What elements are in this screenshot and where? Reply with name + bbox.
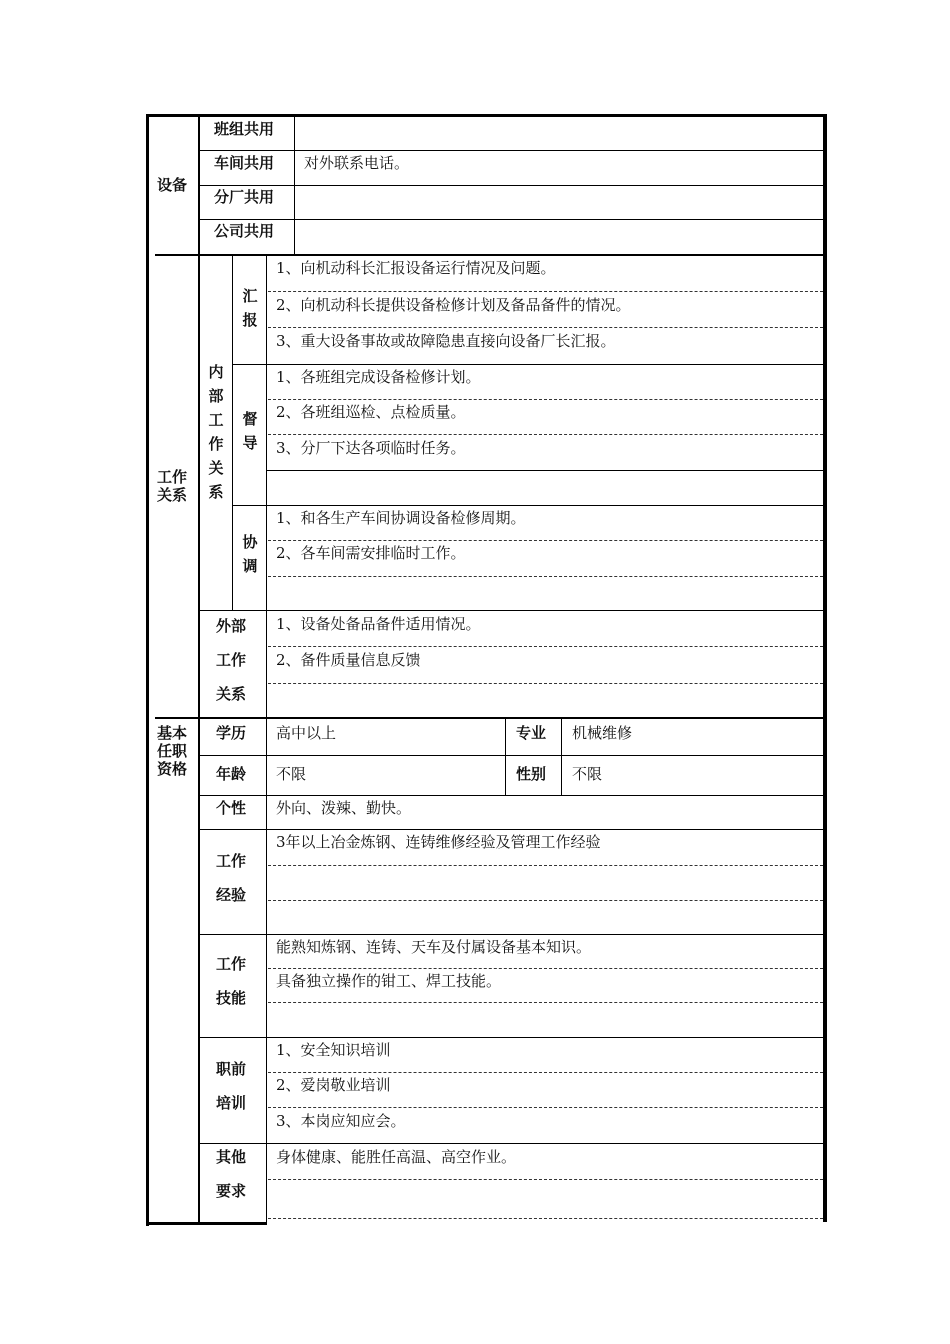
table-border-top — [146, 114, 826, 117]
external-item-2: 2、备件质量信息反馈 — [276, 651, 421, 669]
coordinate-item-2: 2、各车间需安排临时工作。 — [276, 544, 466, 562]
skills-item-2: 具备独立操作的钳工、焊工技能。 — [276, 972, 502, 990]
report-item-2: 2、向机动科长提供设备检修计划及备品备件的情况。 — [276, 296, 631, 314]
education-label: 学历 — [216, 724, 247, 742]
personality-value: 外向、泼辣、勤快。 — [276, 799, 412, 817]
work-relations-title-line1: 工作 — [157, 468, 188, 486]
supervise-item-1: 1、各班组完成设备检修计划。 — [276, 368, 481, 386]
training-label-line1: 职前 — [216, 1060, 247, 1078]
experience-value: 3年以上冶金炼钢、连铸维修经验及管理工作经验 — [276, 833, 601, 851]
supervise-item-3: 3、分厂下达各项临时任务。 — [276, 439, 466, 457]
qualifications-title-line2: 任职 — [157, 742, 188, 760]
report-item-1: 1、向机动科长汇报设备运行情况及问题。 — [276, 259, 556, 277]
equipment-row-team-label: 班组共用 — [214, 120, 275, 138]
equipment-row-workshop-label: 车间共用 — [214, 154, 275, 172]
equipment-row-branch-label: 分厂共用 — [214, 188, 275, 206]
report-label: 汇 报 — [242, 287, 258, 329]
coordinate-label: 协 调 — [242, 533, 258, 575]
external-relations-label-line2: 工作 — [216, 651, 247, 669]
major-label: 专业 — [516, 724, 547, 742]
qualifications-title-line3: 资格 — [157, 760, 188, 778]
gender-value: 不限 — [572, 765, 603, 783]
table-border-right — [823, 114, 827, 1222]
external-item-1: 1、设备处备品备件适用情况。 — [276, 615, 481, 633]
external-relations-label-line3: 关系 — [216, 685, 247, 703]
work-relations-title-line2: 关系 — [157, 486, 188, 504]
training-item-3: 3、本岗应知应会。 — [276, 1112, 406, 1130]
skills-item-1: 能熟知炼钢、连铸、天车及付属设备基本知识。 — [276, 938, 592, 956]
table-border-left — [146, 114, 149, 1226]
equipment-row-company-label: 公司共用 — [214, 222, 275, 240]
supervise-item-2: 2、各班组巡检、点检质量。 — [276, 403, 466, 421]
age-value: 不限 — [276, 765, 307, 783]
equipment-row-workshop-value: 对外联系电话。 — [304, 154, 410, 172]
education-value: 高中以上 — [276, 724, 337, 742]
report-item-3: 3、重大设备事故或故障隐患直接向设备厂长汇报。 — [276, 332, 616, 350]
major-value: 机械维修 — [572, 724, 633, 742]
supervise-label: 督 导 — [242, 410, 258, 452]
age-label: 年龄 — [216, 765, 247, 783]
skills-label-line2: 技能 — [216, 989, 247, 1007]
personality-label: 个性 — [216, 799, 247, 817]
training-label-line2: 培训 — [216, 1094, 247, 1112]
internal-relations-label: 内 部 工 作 关 系 — [208, 363, 224, 501]
experience-label-line1: 工作 — [216, 852, 247, 870]
equipment-title: 设备 — [157, 176, 188, 194]
training-item-1: 1、安全知识培训 — [276, 1041, 391, 1059]
training-item-2: 2、爱岗敬业培训 — [276, 1076, 391, 1094]
skills-label-line1: 工作 — [216, 955, 247, 973]
other-value: 身体健康、能胜任高温、高空作业。 — [276, 1148, 517, 1166]
gender-label: 性别 — [516, 765, 547, 783]
experience-label-line2: 经验 — [216, 886, 247, 904]
table-border-bottom — [146, 1222, 266, 1225]
other-label-line2: 要求 — [216, 1182, 247, 1200]
coordinate-item-1: 1、和各生产车间协调设备检修周期。 — [276, 509, 526, 527]
external-relations-label-line1: 外部 — [216, 617, 247, 635]
other-label-line1: 其他 — [216, 1148, 247, 1166]
qualifications-title-line1: 基本 — [157, 724, 188, 742]
